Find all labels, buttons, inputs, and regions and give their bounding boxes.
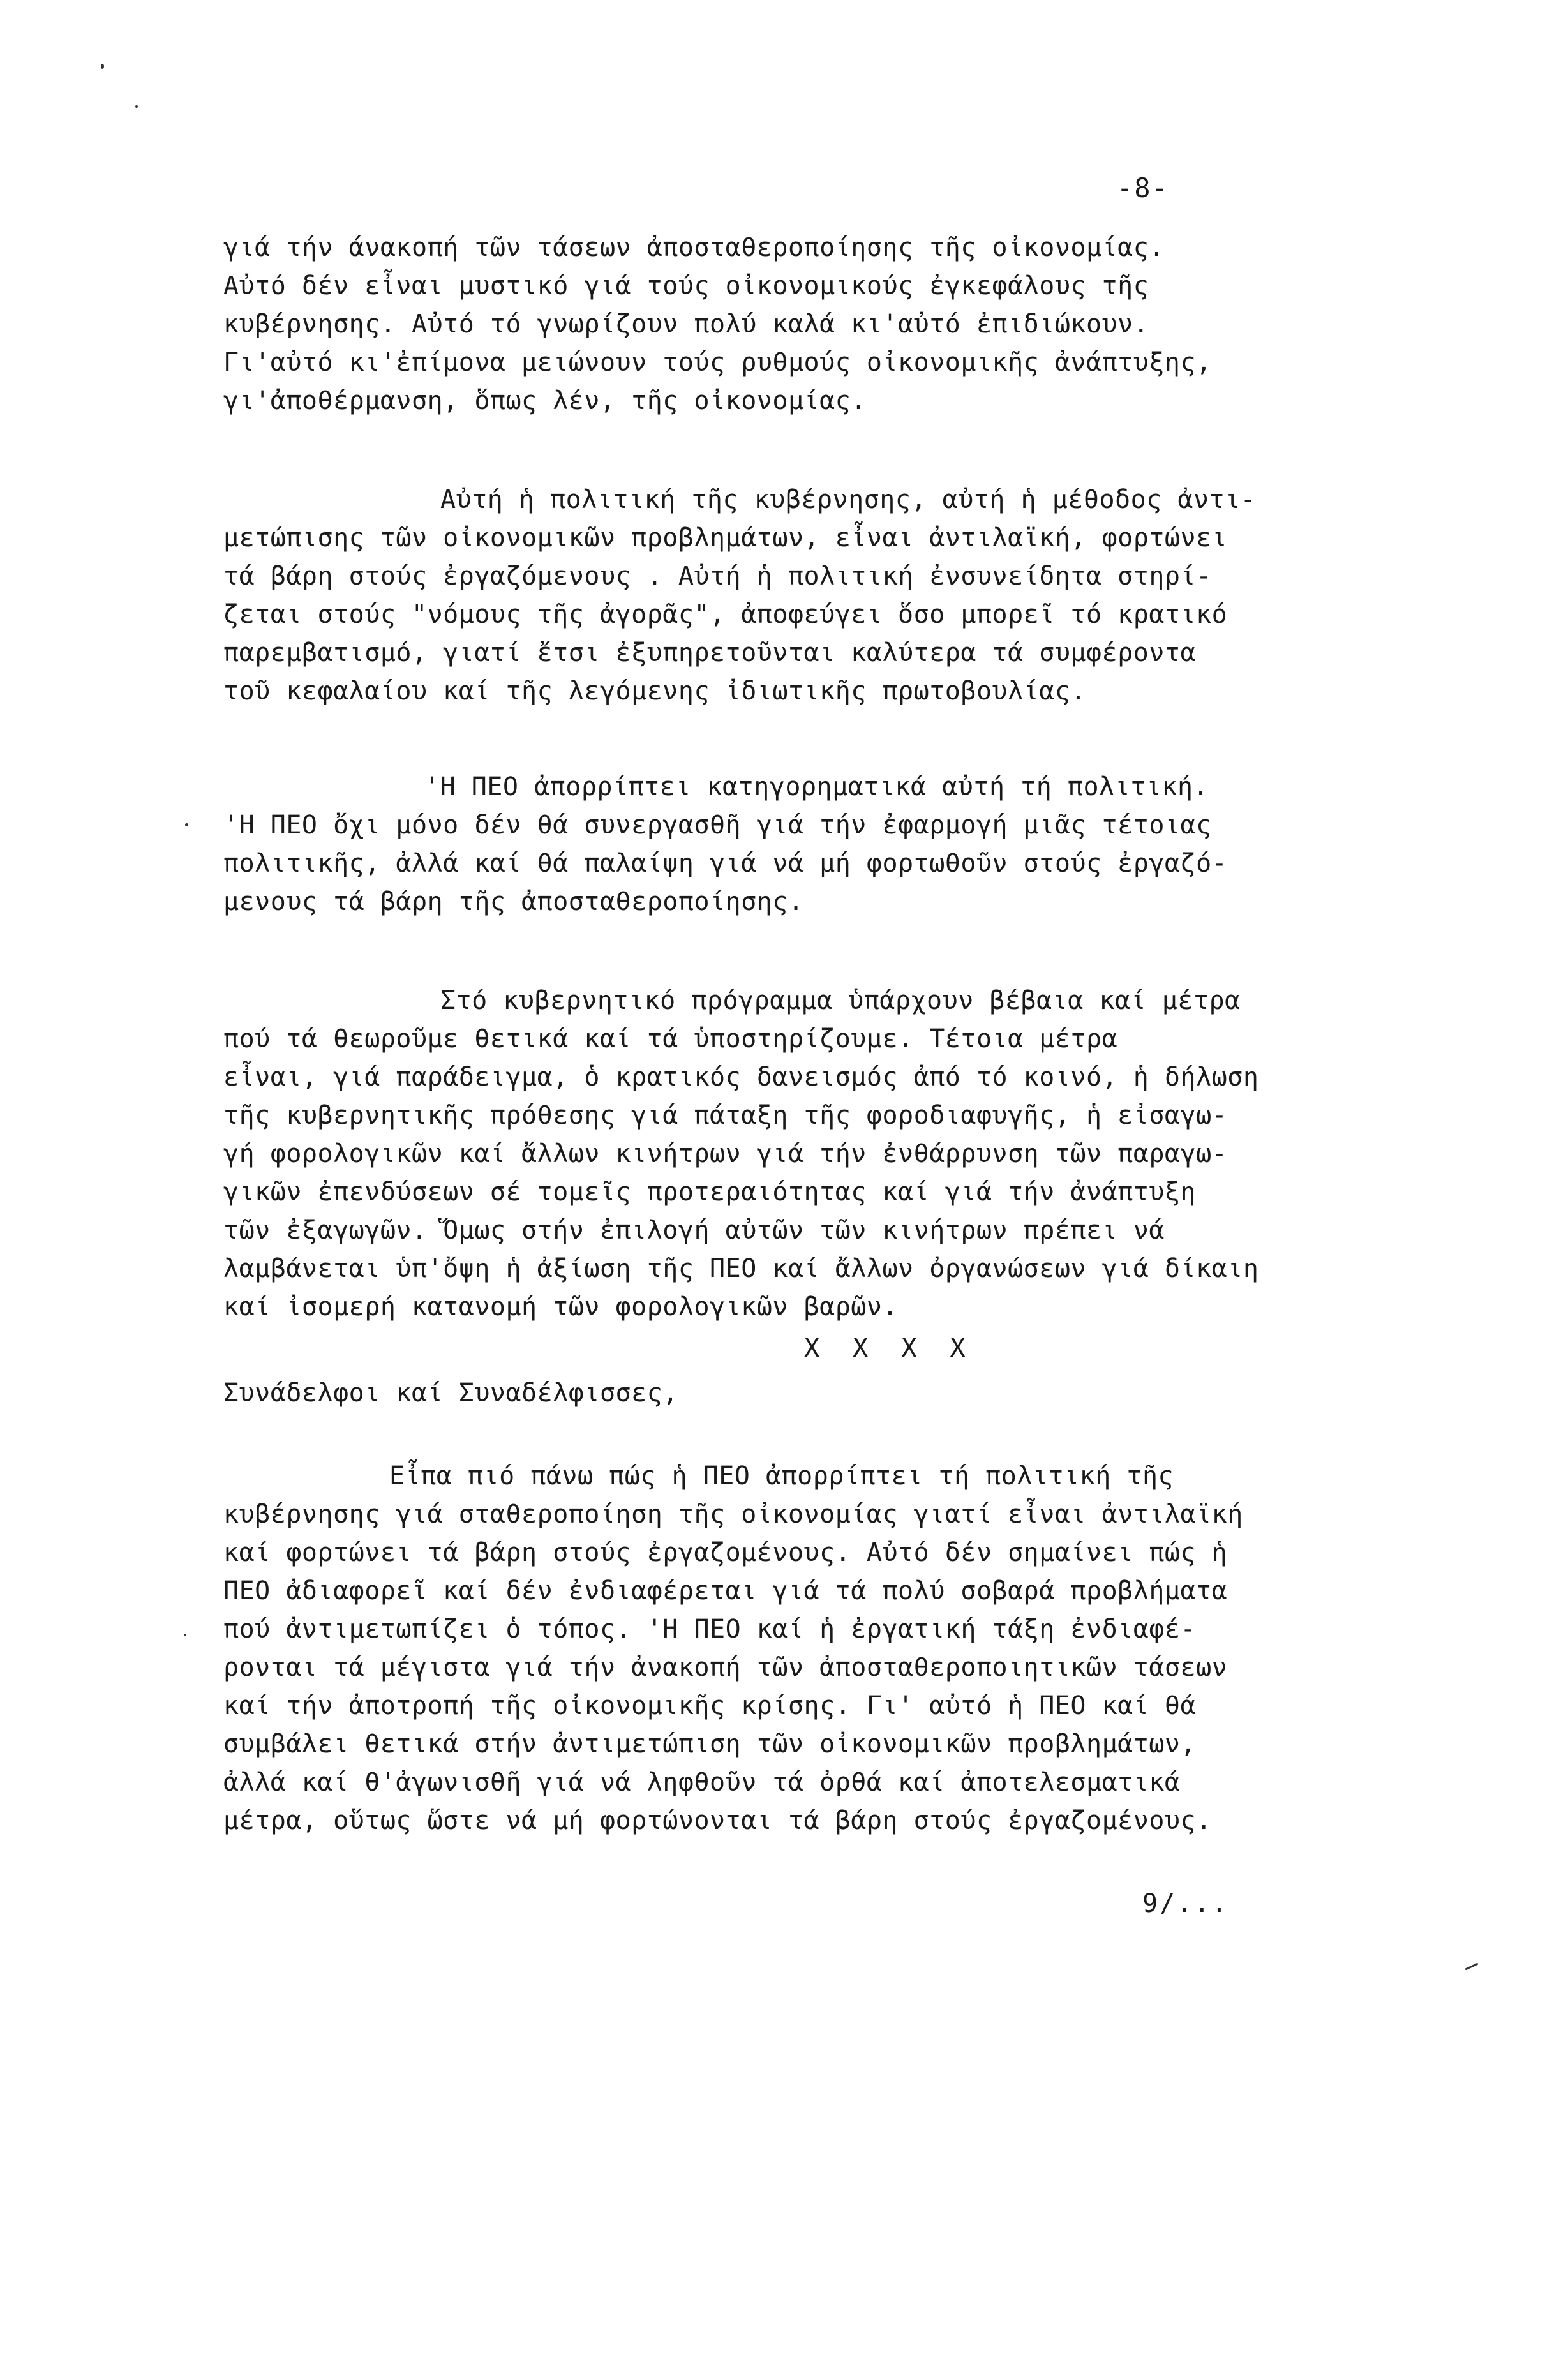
text-line: καί τήν ἀποτροπή τῆς οἰκονομικῆς κρίσης. Γι' αὐτό ἡ ΠΕΟ καί θά <box>223 1691 1197 1720</box>
text-line: ἀλλά καί θ'ἀγωνισθῆ γιά νά ληφθοῦν τά ὀρθά καί ἀποτελεσματικά <box>223 1768 1181 1797</box>
text-line: γιά τήν άνακοπή τῶν τάσεων ἀποσταθεροποίησης τῆς οἰκονομίας. <box>223 233 1165 262</box>
page-number: -8- <box>1117 172 1169 204</box>
text-line: τά βάρη στούς ἐργαζόμενους . Αὐτή ἡ πολιτική ἐνσυνείδητα στηρί- <box>223 562 1212 591</box>
text-line: μενους τά βάρη τῆς ἀποσταθεροποίησης. <box>223 887 804 916</box>
text-line: Εἶπα πιό πάνω πώς ἡ ΠΕΟ ἀπορρίπτει τή πολιτική τῆς <box>389 1461 1174 1491</box>
text-line: μετώπισης τῶν οἰκονομικῶν προβλημάτων, εἶναι ἀντιλαϊκή, φορτώνει <box>223 523 1228 553</box>
text-line: καί ἰσομερή κατανομή τῶν φορολογικῶν βαρῶν. <box>223 1292 899 1322</box>
text-line: τῆς κυβερνητικῆς πρόθεσης γιά πάταξη τῆς φοροδιαφυγῆς, ἡ εἰσαγω- <box>223 1101 1228 1130</box>
text-line: λαμβάνεται ὑπ'ὄψη ἡ ἀξίωση τῆς ΠΕΟ καί ἄλλων ὀργανώσεων γιά δίκαιη <box>223 1254 1259 1283</box>
text-line: τῶν ἐξαγωγῶν. Ὅμως στήν ἐπιλογή αὐτῶν τῶν κινήτρων πρέπει νά <box>223 1216 1165 1245</box>
text-line: πολιτικῆς, ἀλλά καί θά παλαίψη γιά νά μή φορτωθοῦν στούς ἐργαζό- <box>223 849 1228 878</box>
scan-speck <box>1465 1962 1478 1970</box>
scan-speck <box>184 1634 186 1636</box>
text-line: 'Η ΠΕΟ ἀπορρίπτει κατηγορηματικά αὐτή τή πολιτική. <box>424 772 1209 802</box>
text-line: εἶναι, γιά παράδειγμα, ὁ κρατικός δανεισμός ἀπό τό κοινό, ἡ δήλωση <box>223 1063 1259 1092</box>
text-line: Αὐτό δέν εἶναι μυστικό γιά τούς οἰκονομικούς ἐγκεφάλους τῆς <box>223 271 1149 301</box>
text-line: Στό κυβερνητικό πρόγραμμα ὑπάρχουν βέβαια καί μέτρα <box>440 986 1241 1015</box>
text-line: ρονται τά μέγιστα γιά τήν ἀνακοπή τῶν ἀποσταθεροποιητικῶν τάσεων <box>223 1653 1228 1682</box>
continuation-marker: 9/... <box>1142 1889 1229 1918</box>
text-line: κυβέρνησης. Αὐτό τό γνωρίζουν πολύ καλά κι'αὐτό ἐπιδιώκουν. <box>223 310 1149 339</box>
section-separator: X X X X <box>804 1334 974 1363</box>
text-line: παρεμβατισμό, γιατί ἔτσι ἐξυπηρετοῦνται καλύτερα τά συμφέροντα <box>223 638 1197 668</box>
text-line: καί φορτώνει τά βάρη στούς ἐργαζομένους. Αὐτό δέν σημαίνει πώς ἡ <box>223 1538 1228 1567</box>
scan-speck <box>135 105 138 108</box>
text-line: ΠΕΟ ἀδιαφορεῖ καί δέν ἐνδιαφέρεται γιά τά πολύ σοβαρά προβλήματα <box>223 1576 1228 1606</box>
scan-speck <box>185 823 188 826</box>
salutation: Συνάδελφοι καί Συναδέλφισσες, <box>223 1378 678 1408</box>
text-line: Γι'αὐτό κι'ἐπίμονα μειώνουν τούς ρυθμούς οἰκονομικῆς ἀνάπτυξης, <box>223 348 1212 377</box>
text-line: ζεται στούς "νόμους τῆς ἀγορᾶς", ἀποφεύγει ὅσο μπορεῖ τό κρατικό <box>223 600 1228 629</box>
text-line: Αὐτή ἡ πολιτική τῆς κυβέρνησης, αὐτή ἡ μέθοδος ἀντι- <box>440 485 1257 514</box>
text-line: μέτρα, οὕτως ὥστε νά μή φορτώνονται τά βάρη στούς ἐργαζομένους. <box>223 1806 1212 1835</box>
text-line: τοῦ κεφαλαίου καί τῆς λεγόμενης ἰδιωτικῆς πρωτοβουλίας. <box>223 676 1087 706</box>
scan-speck <box>101 64 104 69</box>
text-line: γι'ἀποθέρμανση, ὅπως λέν, τῆς οἰκονομίας. <box>223 386 867 415</box>
text-line: γή φορολογικῶν καί ἄλλων κινήτρων γιά τήν ἐνθάρρυνση τῶν παραγω- <box>223 1139 1228 1168</box>
text-line: γικῶν ἐπενδύσεων σέ τομεῖς προτεραιότητας καί γιά τήν ἀνάπτυξη <box>223 1177 1197 1207</box>
text-line: πού τά θεωροῦμε θετικά καί τά ὑποστηρίζουμε. Τέτοια μέτρα <box>223 1024 1118 1054</box>
text-line: συμβάλει θετικά στήν ἀντιμετώπιση τῶν οἰκονομικῶν προβλημάτων, <box>223 1729 1197 1759</box>
text-line: πού ἀντιμετωπίζει ὁ τόπος. 'Η ΠΕΟ καί ἡ ἐργατική τάξη ἐνδιαφέ- <box>223 1615 1197 1644</box>
text-line: κυβέρνησης γιά σταθεροποίηση τῆς οἰκονομίας γιατί εἶναι ἀντιλαϊκή <box>223 1500 1243 1529</box>
text-line: 'Η ΠΕΟ ὄχι μόνο δέν θά συνεργασθῆ γιά τήν ἐφαρμογή μιᾶς τέτοιας <box>223 810 1212 840</box>
